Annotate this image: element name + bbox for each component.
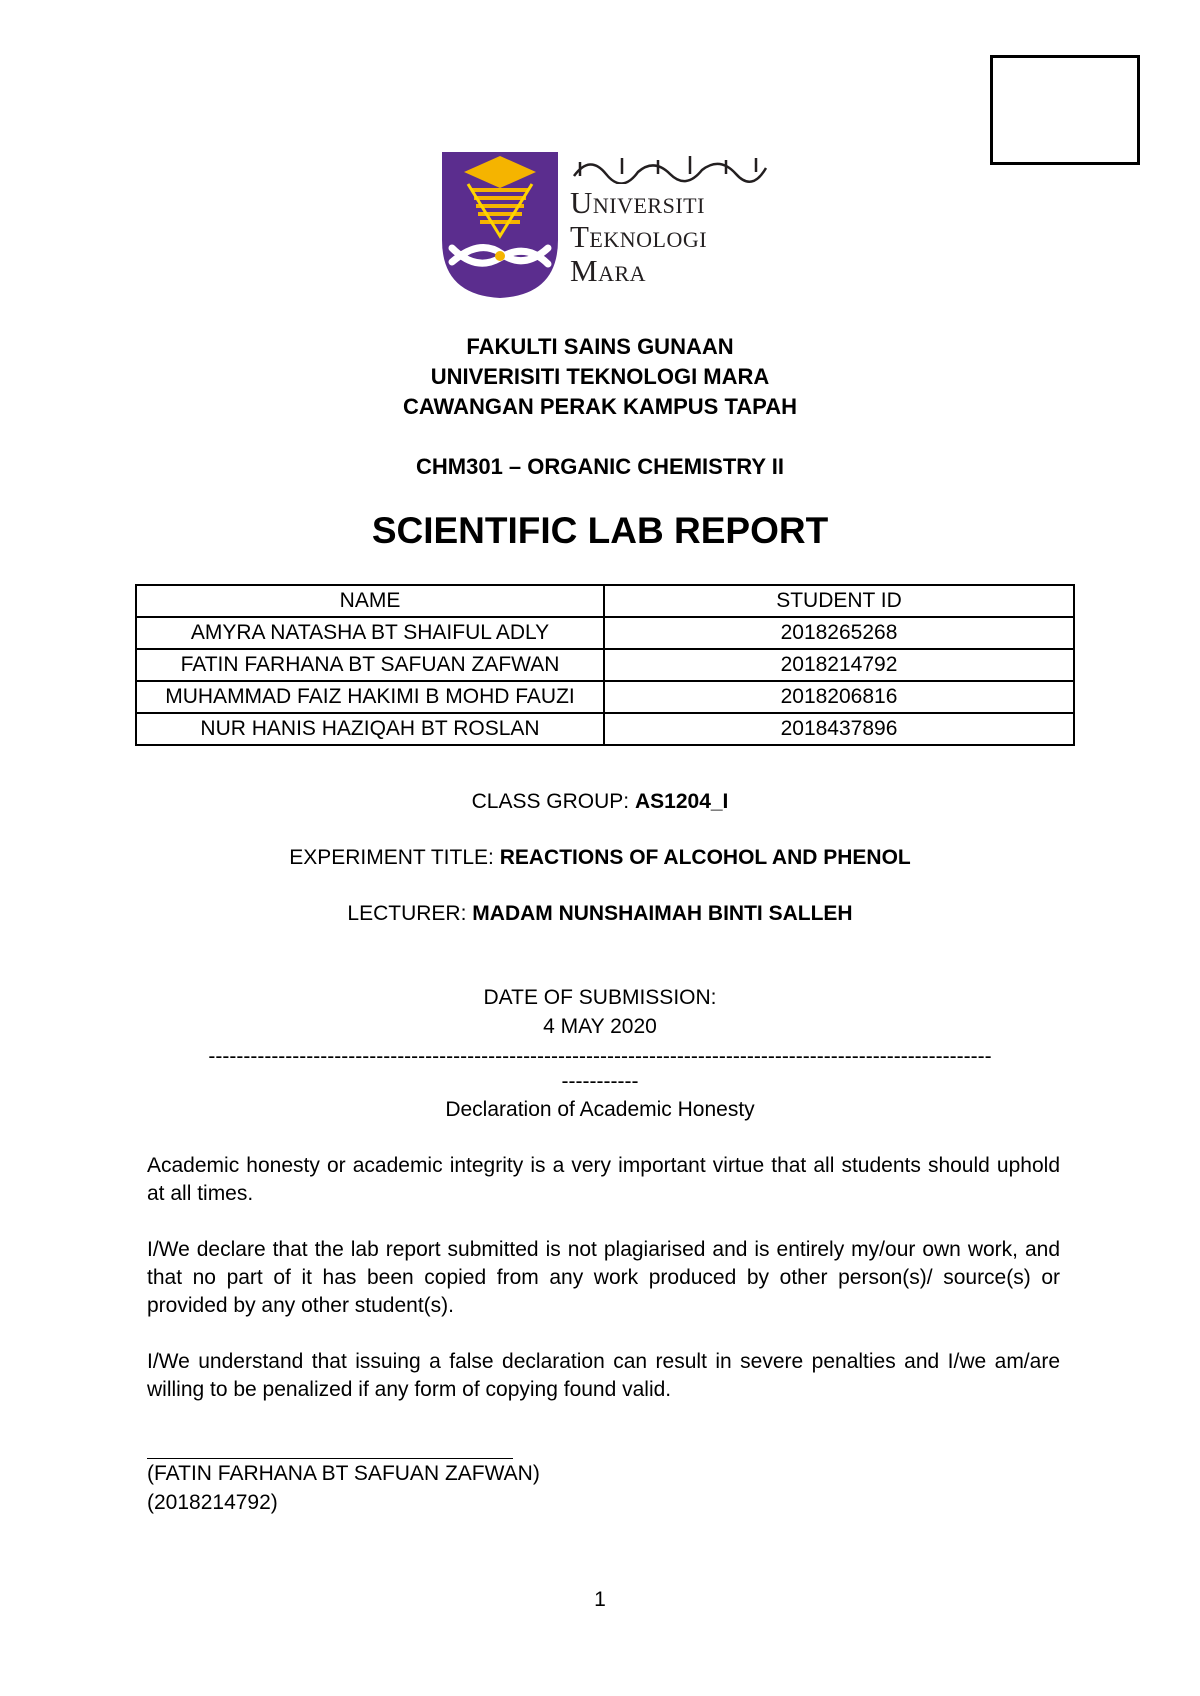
- lecturer-value: MADAM NUNSHAIMAH BINTI SALLEH: [472, 902, 853, 925]
- university-heading: UNIVERISITI TEKNOLOGI MARA: [430, 364, 770, 389]
- logo-line-3: Mara: [570, 253, 647, 288]
- experiment-label: EXPERIMENT TITLE:: [289, 846, 494, 869]
- declaration-paragraph-2: I/We declare that the lab report submitted is not plagiarised and is entirely my/our own work, and that no part of it has been copied from any work produced by other person(s)/ source(s) or provided by any other student(s).: [147, 1238, 1060, 1317]
- signature-line: [147, 1458, 513, 1459]
- page-number: 1: [594, 1588, 606, 1611]
- class-group-value: AS1204_I: [634, 790, 729, 813]
- table-header-row: [136, 585, 1074, 617]
- course-heading: CHM301 – ORGANIC CHEMISTRY II: [416, 454, 784, 479]
- table-row: [136, 649, 1074, 681]
- uitm-logo: [440, 150, 780, 300]
- table-row: [136, 713, 1074, 745]
- jawi-script-icon: [570, 150, 770, 184]
- signatory-id: (2018214792): [147, 1491, 278, 1514]
- separator-line-1: ----------------------------------------------------------------------------------------------------------------: [208, 1045, 992, 1068]
- declaration-heading: Declaration of Academic Honesty: [445, 1098, 755, 1121]
- lecturer-label: LECTURER:: [347, 902, 467, 925]
- table-row: [136, 681, 1074, 713]
- declaration-paragraph-1: Academic honesty or academic integrity is a very important virtue that all students should uphold at all times.: [147, 1154, 1060, 1205]
- logo-line-2: Teknologi: [570, 219, 708, 254]
- member-id: 2018265268: [604, 617, 1074, 649]
- member-id: 2018206816: [604, 681, 1074, 713]
- submission-date: 4 MAY 2020: [543, 1015, 657, 1038]
- lecturer: [0, 902, 1200, 926]
- member-id: 2018437896: [604, 713, 1074, 745]
- empty-box: [990, 55, 1140, 165]
- report-title: SCIENTIFIC LAB REPORT: [371, 510, 829, 551]
- faculty-heading: FAKULTI SAINS GUNAAN: [466, 334, 734, 359]
- member-name: AMYRA NATASHA BT SHAIFUL ADLY: [136, 617, 604, 649]
- experiment-title: [0, 846, 1200, 870]
- class-group: [0, 790, 1200, 814]
- class-group-label: CLASS GROUP:: [471, 790, 630, 813]
- header-name: NAME: [136, 585, 604, 617]
- member-name: MUHAMMAD FAIZ HAKIMI B MOHD FAUZI: [136, 681, 604, 713]
- declaration-paragraph-3: I/We understand that issuing a false declaration can result in severe penalties and I/we am/are willing to be penalized if any form of copying found valid.: [147, 1350, 1060, 1401]
- experiment-value: REACTIONS OF ALCOHOL AND PHENOL: [499, 846, 911, 869]
- logo-line-1: Universiti: [570, 185, 705, 220]
- campus-heading: CAWANGAN PERAK KAMPUS TAPAH: [403, 394, 797, 419]
- header-student-id: STUDENT ID: [604, 585, 1074, 617]
- member-name: NUR HANIS HAZIQAH BT ROSLAN: [136, 713, 604, 745]
- signatory-name: (FATIN FARHANA BT SAFUAN ZAFWAN): [147, 1462, 540, 1485]
- member-id: 2018214792: [604, 649, 1074, 681]
- members-table: [135, 584, 1075, 746]
- member-name: FATIN FARHANA BT SAFUAN ZAFWAN: [136, 649, 604, 681]
- uitm-crest-icon: [440, 150, 560, 300]
- table-row: [136, 617, 1074, 649]
- separator-line-2: -----------: [561, 1070, 639, 1093]
- submission-label: DATE OF SUBMISSION:: [483, 986, 717, 1009]
